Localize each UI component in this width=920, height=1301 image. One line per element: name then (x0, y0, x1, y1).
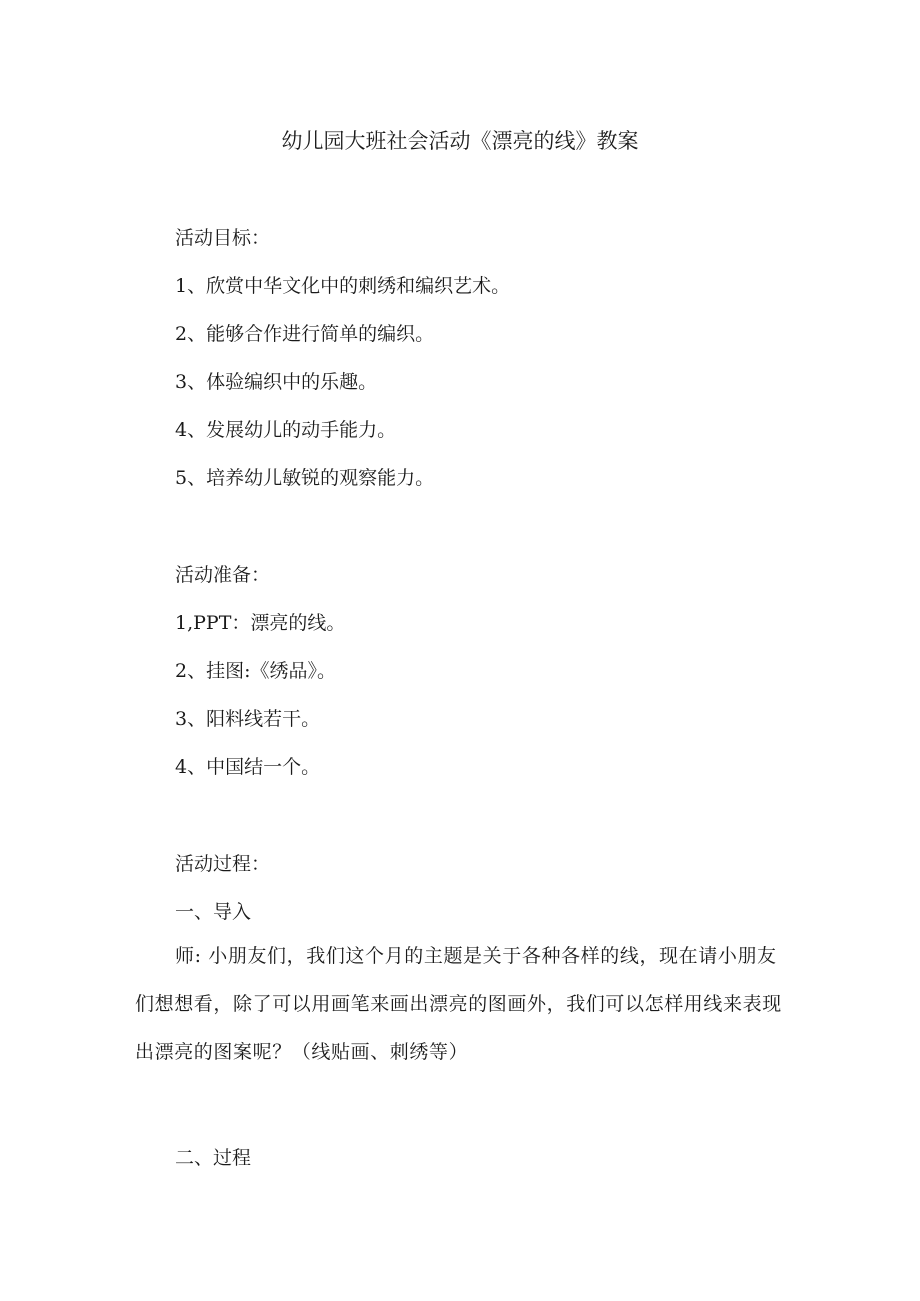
process-heading: 活动过程： (175, 853, 271, 875)
objective-item: 1、欣赏中华文化中的刺绣和编织艺术。 (175, 275, 511, 297)
intro-paragraph: 师: 小朋友们，我们这个月的主题是关于各种各样的线，现在请小朋友们想想看，除了可以用画笔来画出漂亮的图画外，我们可以怎样用线来表现出漂亮的图案呢？（线贴画、刺绣等） (135, 945, 782, 1063)
objectives-heading: 活动目标： (175, 227, 271, 249)
section-heading-process: 二、过程 (175, 1147, 252, 1169)
objective-item: 3、体验编织中的乐趣。 (175, 371, 378, 393)
preparation-heading: 活动准备： (175, 564, 271, 586)
preparation-item: 1,PPT：漂亮的线。 (175, 612, 346, 634)
objective-item: 2、能够合作进行简单的编织。 (175, 323, 435, 345)
preparation-item: 3、阳料线若干。 (175, 708, 321, 730)
objective-item: 5、培养幼儿敏锐的观察能力。 (175, 467, 435, 489)
preparation-item: 2、挂图:《绣品》。 (175, 660, 336, 682)
section-heading-intro: 一、导入 (175, 901, 252, 923)
document-title: 幼儿园大班社会活动《漂亮的线》教案 (281, 129, 639, 153)
objective-item: 4、发展幼儿的动手能力。 (175, 419, 397, 441)
preparation-item: 4、中国结一个。 (175, 756, 321, 778)
